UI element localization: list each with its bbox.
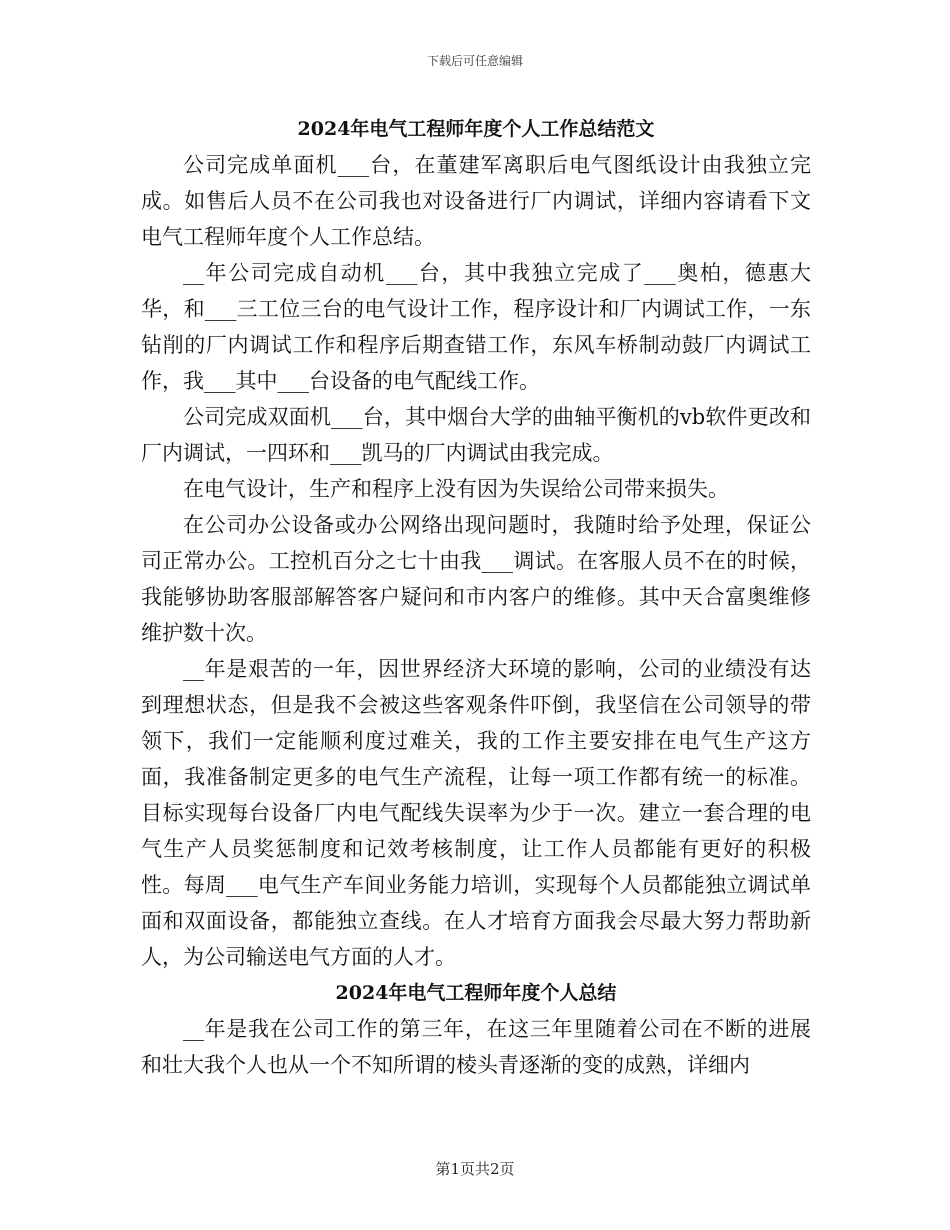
paragraph: 公司完成单面机___台，在董建军离职后电气图纸设计由我独立完成。如售后人员不在公司我也对设备进行厂内调试，详细内容请看下文电气工程师年度个人工作总结。 — [141, 153, 811, 249]
document-title: 2024年电气工程师年度个人工作总结范文 — [297, 118, 655, 140]
paragraph: __年是我在公司工作的第三年，在这三年里随着公司在不断的进展和壮大我个人也从一个不知所谓的棱头青逐渐的变的成熟，详细内 — [141, 1017, 811, 1077]
paragraph: __年是艰苦的一年，因世界经济大环境的影响，公司的业绩没有达到理想状态，但是我不会被这些客观条件吓倒，我坚信在公司领导的带领下，我们一定能顺利度过难关，我的工作主要安排在电气生产这方面，我准备制定更多的电气生产流程，让每一项工作都有统一的标准。目标实现每台设备厂内电气配线失误率为少于一次。建立一套合理的电气生产人员奖惩制度和记效考核制度，让工作人员都能有更好的积极性。每周___电气生产车间业务能力培训，实现每个人员都能独立调试单面和双面设备，都能独立查线。在人才培育方面我会尽最大努力帮助新人，为公司输送电气方面的人才。 — [141, 657, 811, 969]
section-title: 2024年电气工程师年度个人总结 — [335, 982, 617, 1004]
page-number: 第1页共2页 — [435, 1160, 515, 1178]
page-header-note: 下载后可任意编辑 — [426, 54, 523, 68]
paragraph: 在电气设计，生产和程序上没有因为失误给公司带来损失。 — [183, 477, 729, 501]
paragraph: 在公司办公设备或办公网络出现问题时，我随时给予处理，保证公司正常办公。工控机百分之七十由我___调试。在客服人员不在的时候，我能够协助客服部解答客户疑问和市内客户的维修。其中天合富奥维修维护数十次。 — [141, 513, 811, 645]
paragraph: __年公司完成自动机___台，其中我独立完成了___奥柏，德惠大华，和___三工位三台的电气设计工作，程序设计和厂内调试工作，一东钻削的厂内调试工作和程序后期查错工作，东风车桥制动鼓厂内调试工作，我___其中___台设备的电气配线工作。 — [141, 261, 811, 393]
paragraph: 公司完成双面机___台，其中烟台大学的曲轴平衡机的vb软件更改和厂内调试，一四环和___凯马的厂内调试由我完成。 — [141, 405, 811, 465]
document-body — [141, 111, 811, 1083]
